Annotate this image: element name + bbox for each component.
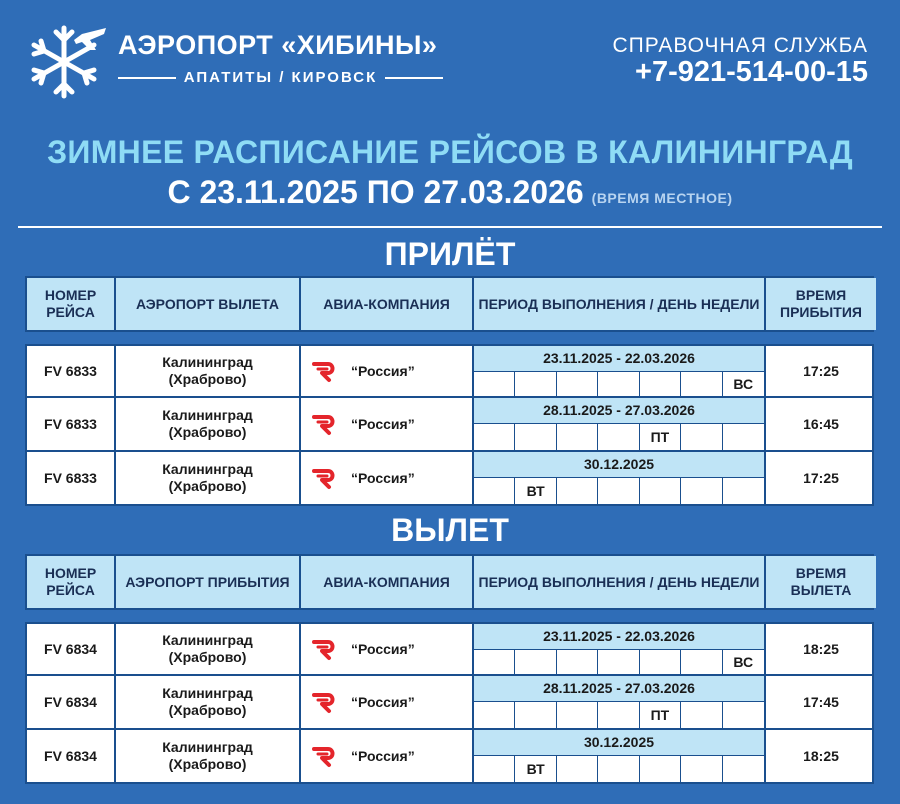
city-name: Калининград bbox=[162, 354, 253, 371]
period-dates: 28.11.2025 - 27.03.2026 bbox=[474, 398, 764, 424]
rossiya-logo-icon bbox=[311, 689, 337, 715]
help-desk-label: СПРАВОЧНАЯ СЛУЖБА bbox=[612, 34, 868, 57]
column-header: АЭРОПОРТ ВЫЛЕТА bbox=[116, 278, 301, 330]
airline-cell bbox=[301, 730, 474, 782]
airline-name: “Россия” bbox=[351, 415, 415, 432]
schedule-period bbox=[0, 174, 900, 211]
column-header: ПЕРИОД ВЫПОЛНЕНИЯ / ДЕНЬ НЕДЕЛИ bbox=[474, 278, 766, 330]
weekday-cell bbox=[474, 650, 515, 674]
period-cell bbox=[474, 676, 766, 728]
column-header: ВРЕМЯ ВЫЛЕТА bbox=[766, 556, 876, 608]
airport-cell bbox=[116, 346, 301, 396]
airport-name: (Храброво) bbox=[168, 424, 247, 440]
airport-cell bbox=[116, 624, 301, 674]
period-dates: 23.11.2025 - 22.03.2026 bbox=[474, 624, 764, 650]
weekday-cell bbox=[515, 424, 556, 450]
table-row bbox=[25, 676, 874, 730]
weekday-cell bbox=[681, 372, 722, 396]
table-row bbox=[25, 730, 874, 784]
weekday-cell: ВС bbox=[733, 653, 754, 670]
weekday-cell bbox=[557, 372, 598, 396]
rossiya-logo-icon bbox=[311, 743, 337, 769]
weekday-grid bbox=[474, 478, 764, 504]
airport-cities: АПАТИТЫ / КИРОВСК bbox=[183, 69, 378, 86]
airport-name: АЭРОПОРТ «ХИБИНЫ» bbox=[118, 30, 438, 60]
period-dates: 23.11.2025 - 22.03.2026 bbox=[474, 346, 764, 372]
weekday-cell: ВС bbox=[733, 375, 754, 392]
weekday-cell bbox=[723, 702, 764, 728]
weekday-cell: ПТ bbox=[640, 424, 681, 450]
flight-number: FV 6833 bbox=[27, 452, 116, 504]
weekday-cell bbox=[474, 756, 515, 782]
weekday-grid bbox=[474, 702, 764, 728]
airline-cell bbox=[301, 624, 474, 674]
flight-number: FV 6834 bbox=[27, 624, 116, 674]
airport-name: (Храброво) bbox=[168, 478, 247, 494]
table-row bbox=[25, 344, 874, 398]
airport-name: (Храброво) bbox=[168, 649, 247, 665]
city-name: Калининград bbox=[162, 739, 253, 756]
weekday-cell: ВТ bbox=[515, 756, 556, 782]
rossiya-logo-icon bbox=[311, 636, 337, 662]
weekday-cell bbox=[723, 424, 764, 450]
flight-number: FV 6833 bbox=[27, 398, 116, 450]
table-row bbox=[25, 452, 874, 506]
weekday-grid bbox=[474, 424, 764, 450]
weekday-cell bbox=[598, 424, 639, 450]
airline-cell bbox=[301, 346, 474, 396]
period-cell bbox=[474, 398, 766, 450]
weekday-cell bbox=[557, 702, 598, 728]
column-header: ВРЕМЯ ПРИБЫТИЯ bbox=[766, 278, 876, 330]
weekday-cell bbox=[474, 702, 515, 728]
airline-name: “Россия” bbox=[351, 362, 415, 379]
city-name: Калининград bbox=[162, 632, 253, 649]
flight-number: FV 6834 bbox=[27, 730, 116, 782]
airline-name: “Россия” bbox=[351, 693, 415, 710]
flight-time: 17:25 bbox=[803, 469, 839, 486]
airport-name: (Храброво) bbox=[168, 371, 247, 387]
weekday-cell bbox=[640, 372, 681, 396]
city-name: Калининград bbox=[162, 407, 253, 424]
weekday-cell bbox=[557, 424, 598, 450]
weekday-cell bbox=[557, 756, 598, 782]
weekday-cell bbox=[598, 756, 639, 782]
column-header: АВИА-КОМПАНИЯ bbox=[301, 556, 474, 608]
city-name: Калининград bbox=[162, 685, 253, 702]
flight-time: 18:25 bbox=[803, 640, 839, 657]
flight-time: 16:45 bbox=[803, 415, 839, 432]
airport-cell bbox=[116, 730, 301, 782]
column-header: ПЕРИОД ВЫПОЛНЕНИЯ / ДЕНЬ НЕДЕЛИ bbox=[474, 556, 766, 608]
rossiya-logo-icon bbox=[311, 358, 337, 384]
arrival-table bbox=[25, 276, 874, 506]
weekday-cell bbox=[723, 478, 764, 504]
weekday-cell bbox=[557, 478, 598, 504]
flight-time: 17:45 bbox=[803, 693, 839, 710]
airport-cell bbox=[116, 452, 301, 504]
period-dates: 30.12.2025 bbox=[474, 730, 764, 756]
divider-line bbox=[385, 77, 443, 79]
table-row bbox=[25, 398, 874, 452]
weekday-grid bbox=[474, 756, 764, 782]
schedule-title: ЗИМНЕЕ РАСПИСАНИЕ РЕЙСОВ В КАЛИНИНГРАД bbox=[47, 134, 853, 170]
local-time-note: (ВРЕМЯ МЕСТНОЕ) bbox=[591, 190, 733, 206]
weekday-cell: ПТ bbox=[640, 702, 681, 728]
airline-name: “Россия” bbox=[351, 747, 415, 764]
weekday-cell bbox=[515, 702, 556, 728]
period-dates: 28.11.2025 - 27.03.2026 bbox=[474, 676, 764, 702]
weekday-cell bbox=[515, 650, 556, 674]
weekday-cell bbox=[474, 478, 515, 504]
airport-cell bbox=[116, 676, 301, 728]
airport-name: (Храброво) bbox=[168, 756, 247, 772]
weekday-cell bbox=[681, 478, 722, 504]
table-row bbox=[25, 622, 874, 676]
table-body bbox=[25, 344, 874, 506]
weekday-cell bbox=[681, 424, 722, 450]
departure-table bbox=[25, 554, 874, 784]
column-header: НОМЕР РЕЙСА bbox=[27, 556, 116, 608]
table-header bbox=[25, 276, 874, 332]
weekday-cell bbox=[515, 372, 556, 396]
weekday-cell bbox=[598, 702, 639, 728]
airport-cell bbox=[116, 398, 301, 450]
weekday-cell bbox=[681, 702, 722, 728]
divider bbox=[18, 226, 882, 228]
period-cell bbox=[474, 624, 766, 674]
flight-number: FV 6834 bbox=[27, 676, 116, 728]
weekday-cell bbox=[598, 372, 639, 396]
airline-cell bbox=[301, 452, 474, 504]
schedule-dates: С 23.11.2025 ПО 27.03.2026 bbox=[167, 174, 584, 210]
period-cell bbox=[474, 346, 766, 396]
snowflake-plane-icon bbox=[24, 24, 108, 100]
airline-name: “Россия” bbox=[351, 640, 415, 657]
table-body bbox=[25, 622, 874, 784]
weekday-cell bbox=[681, 756, 722, 782]
flight-time: 17:25 bbox=[803, 362, 839, 379]
flight-time: 18:25 bbox=[803, 747, 839, 764]
arrival-section-title: ПРИЛЁТ bbox=[384, 236, 516, 272]
weekday-cell bbox=[640, 756, 681, 782]
weekday-cell bbox=[640, 478, 681, 504]
rossiya-logo-icon bbox=[311, 411, 337, 437]
weekday-cell bbox=[598, 478, 639, 504]
table-header bbox=[25, 554, 874, 610]
page-header bbox=[0, 0, 900, 110]
city-name: Калининград bbox=[162, 461, 253, 478]
help-desk-phone[interactable]: +7-921-514-00-15 bbox=[635, 56, 868, 88]
weekday-grid bbox=[474, 372, 764, 396]
weekday-cell bbox=[598, 650, 639, 674]
weekday-cell bbox=[474, 372, 515, 396]
weekday-cell: ВТ bbox=[515, 478, 556, 504]
weekday-grid bbox=[474, 650, 764, 674]
column-header: АВИА-КОМПАНИЯ bbox=[301, 278, 474, 330]
period-dates: 30.12.2025 bbox=[474, 452, 764, 478]
airline-cell bbox=[301, 398, 474, 450]
departure-section-title: ВЫЛЕТ bbox=[391, 512, 509, 548]
airline-cell bbox=[301, 676, 474, 728]
weekday-cell bbox=[640, 650, 681, 674]
weekday-cell bbox=[681, 650, 722, 674]
column-header: АЭРОПОРТ ПРИБЫТИЯ bbox=[116, 556, 301, 608]
airport-name: (Храброво) bbox=[168, 702, 247, 718]
weekday-cell bbox=[723, 756, 764, 782]
weekday-cell bbox=[474, 424, 515, 450]
weekday-cell bbox=[557, 650, 598, 674]
period-cell bbox=[474, 452, 766, 504]
rossiya-logo-icon bbox=[311, 465, 337, 491]
airline-name: “Россия” bbox=[351, 469, 415, 486]
divider-line bbox=[118, 77, 176, 79]
period-cell bbox=[474, 730, 766, 782]
column-header: НОМЕР РЕЙСА bbox=[27, 278, 116, 330]
airport-subtitle bbox=[118, 69, 443, 86]
flight-number: FV 6833 bbox=[27, 346, 116, 396]
